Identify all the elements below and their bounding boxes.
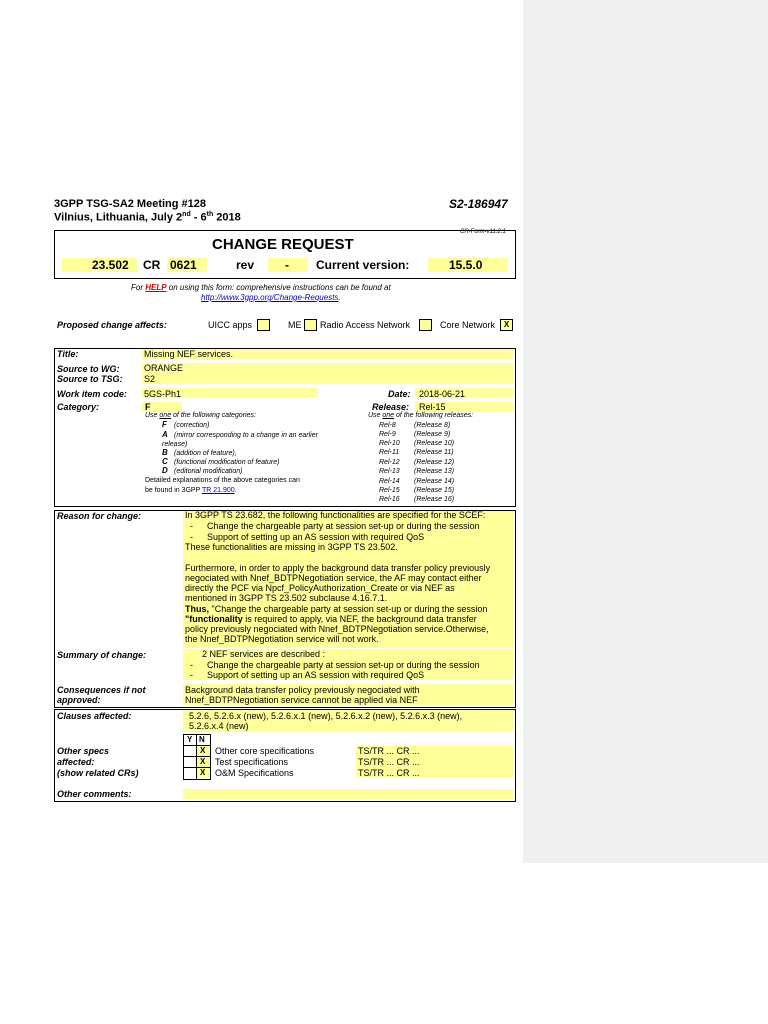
source-wg-value: ORANGE: [144, 363, 184, 373]
wic-label: Work item code:: [57, 389, 127, 399]
uicc-checkbox[interactable]: [257, 319, 270, 331]
cn-label: Core Network: [440, 320, 496, 330]
other-specs-label: Other specs: [57, 746, 110, 756]
category-label: Category:: [57, 402, 100, 412]
doc-number: S2-186947: [449, 197, 508, 211]
cr-title: CHANGE REQUEST: [212, 236, 354, 253]
title-value: Missing NEF services.: [144, 349, 234, 359]
summary-bullet: Change the chargeable party at session set-up or during the session: [207, 660, 480, 670]
reason-line: "functionality is required to apply, via NEF, the background data transfer: [185, 614, 477, 624]
spec-number: 23.502: [92, 258, 129, 272]
consequences-label: Consequences if not: [57, 685, 146, 695]
me-checkbox[interactable]: [304, 319, 317, 331]
spec-ref: TS/TR ... CR ...: [358, 768, 420, 778]
ran-label: Radio Access Network: [320, 320, 411, 330]
summary-bullet: Support of setting up an AS session with required QoS: [207, 670, 425, 680]
release-code: Rel-10: [379, 440, 400, 447]
wic-value: 5GS-Ph1: [144, 389, 182, 399]
categories-detail-1: Detailed explanations of the above categories can: [145, 477, 300, 484]
me-label: ME: [288, 320, 302, 330]
release-code: Rel-11: [379, 449, 400, 456]
category-desc: (functional modification of feature): [174, 459, 280, 466]
change-requests-link[interactable]: http://www.3gpp.org/Change-Requests: [201, 293, 339, 302]
help-text: For HELP on using this form: comprehensive instructions can be found at: [131, 283, 391, 292]
sidebar-panel: [523, 0, 768, 863]
release-code: Rel-12: [379, 459, 400, 466]
tr-21900-link[interactable]: TR 21.900: [201, 487, 235, 494]
release-desc: (Release 15): [414, 487, 455, 494]
categories-intro: Use one of the following categories:: [145, 412, 256, 419]
form-version: CR-Form-v11.2.1: [460, 229, 506, 235]
source-tsg-label: Source to TSG:: [57, 374, 123, 384]
spec-name: Test specifications: [215, 757, 289, 767]
category-code: D: [162, 466, 168, 475]
source-tsg-value: S2: [144, 374, 156, 384]
other-comments-label: Other comments:: [57, 789, 132, 799]
cn-checkbox[interactable]: X: [500, 319, 513, 331]
yes-column-header: Y: [187, 735, 193, 744]
reason-line: policy previously negociated with Nnef_BDTPNegotiation service.Otherwise,: [185, 624, 489, 634]
no-column-header: N: [199, 735, 205, 744]
consequences-label-2: approved:: [57, 695, 101, 705]
release-desc: (Release 8): [414, 422, 451, 429]
spec-name: Other core specifications: [215, 746, 315, 756]
category-code: B: [162, 448, 168, 457]
title-label: Title:: [57, 349, 79, 359]
category-code: F: [162, 420, 167, 429]
cr-number: 0621: [170, 258, 197, 272]
uicc-label: UICC apps: [208, 320, 253, 330]
reason-label: Reason for change:: [57, 511, 142, 521]
release-code: Rel-9: [379, 431, 396, 438]
release-desc: (Release 14): [414, 478, 455, 485]
date-label: Date:: [388, 389, 411, 399]
other-comments-field[interactable]: [183, 789, 513, 799]
release-desc: (Release 13): [414, 468, 455, 475]
category-desc: (mirror corresponding to a change in an earlier: [174, 432, 318, 439]
releases-intro: Use one of the following releases:: [368, 412, 474, 419]
meeting-title: 3GPP TSG-SA2 Meeting #128: [54, 198, 207, 210]
reason-bullet: Support of setting up an AS session with required QoS: [207, 532, 425, 542]
reason-bullet: Change the chargeable party at session set-up or during the session: [207, 521, 480, 531]
category-value: F: [145, 402, 151, 412]
release-code: Rel-16: [379, 496, 400, 503]
category-desc: release): [162, 441, 188, 448]
date-value: 2018-06-21: [419, 389, 466, 399]
spec-no-checkbox[interactable]: X: [200, 757, 206, 766]
summary-line: 2 NEF services are described :: [202, 649, 326, 659]
release-desc: (Release 16): [414, 496, 455, 503]
category-code: A: [162, 430, 168, 439]
meeting-location: Vilnius, Lithuania, July 2nd - 6th 2018: [54, 211, 241, 224]
release-desc: (Release 10): [414, 440, 455, 447]
spec-name: O&M Specifications: [215, 768, 294, 778]
current-version-label: Current version:: [316, 258, 410, 272]
reason-line: These functionalities are missing in 3GPP TS 23.502.: [185, 542, 398, 552]
current-version: 15.5.0: [449, 258, 483, 272]
reason-line: directly the PCF via Npcf_PolicyAuthorization_Create or via NEF as: [185, 583, 455, 593]
rev-value: -: [285, 258, 289, 272]
clauses-line: 5.2.6.x.4 (new): [189, 721, 249, 731]
release-desc: (Release 11): [414, 449, 454, 456]
reason-line: Furthermore, in order to apply the background data transfer policy previously: [185, 563, 491, 573]
categories-detail-2: be found in 3GPP TR 21.900.: [145, 487, 237, 494]
source-wg-label: Source to WG:: [57, 364, 120, 374]
reason-line: the Nnef_BDTPNegotiation service will not work.: [185, 634, 379, 644]
reason-line: negociated with Nnef_BDTPNegotiation service, the AF may contact either: [185, 573, 482, 583]
consequences-line: Nnef_BDTPNegotiation service cannot be applied via NEF: [185, 695, 418, 705]
category-desc: (addition of feature),: [174, 450, 237, 457]
release-code: Rel-8: [379, 422, 396, 429]
other-specs-label-2: affected:: [57, 757, 95, 767]
release-code: Rel-14: [379, 478, 400, 485]
ran-checkbox[interactable]: [419, 319, 432, 331]
category-desc: (editorial modification): [174, 468, 243, 475]
other-specs-label-3: (show related CRs): [57, 768, 139, 778]
release-desc: (Release 9): [414, 431, 451, 438]
release-label: Release:: [372, 402, 410, 412]
summary-label: Summary of change:: [57, 650, 147, 660]
consequences-line: Background data transfer policy previously negociated with: [185, 685, 420, 695]
release-code: Rel-13: [379, 468, 400, 475]
category-desc: (correction): [174, 422, 210, 429]
release-desc: (Release 12): [414, 459, 455, 466]
spec-ref: TS/TR ... CR ...: [358, 757, 420, 767]
cr-label: CR: [143, 258, 161, 272]
rev-label: rev: [236, 258, 255, 272]
release-value: Rel-15: [419, 402, 446, 412]
spec-no-checkbox[interactable]: X: [200, 746, 206, 755]
clauses-line: 5.2.6, 5.2.6.x (new), 5.2.6.x.1 (new), 5.2.6.x.2 (new), 5.2.6.x.3 (new),: [189, 711, 463, 721]
category-code: C: [162, 457, 168, 466]
spec-no-checkbox[interactable]: X: [200, 768, 206, 777]
clauses-label: Clauses affected:: [57, 711, 132, 721]
affects-label: Proposed change affects:: [57, 320, 167, 330]
spec-ref: TS/TR ... CR ...: [358, 746, 420, 756]
reason-line: Thus, "Change the chargeable party at session set-up or during the session: [185, 604, 488, 614]
reason-line: In 3GPP TS 23.682, the following functionalities are specified for the SCEF:: [185, 510, 486, 520]
release-code: Rel-15: [379, 487, 400, 494]
reason-line: mentioned in 3GPP TS 23.502 subclause 4.16.7.1.: [185, 593, 388, 603]
